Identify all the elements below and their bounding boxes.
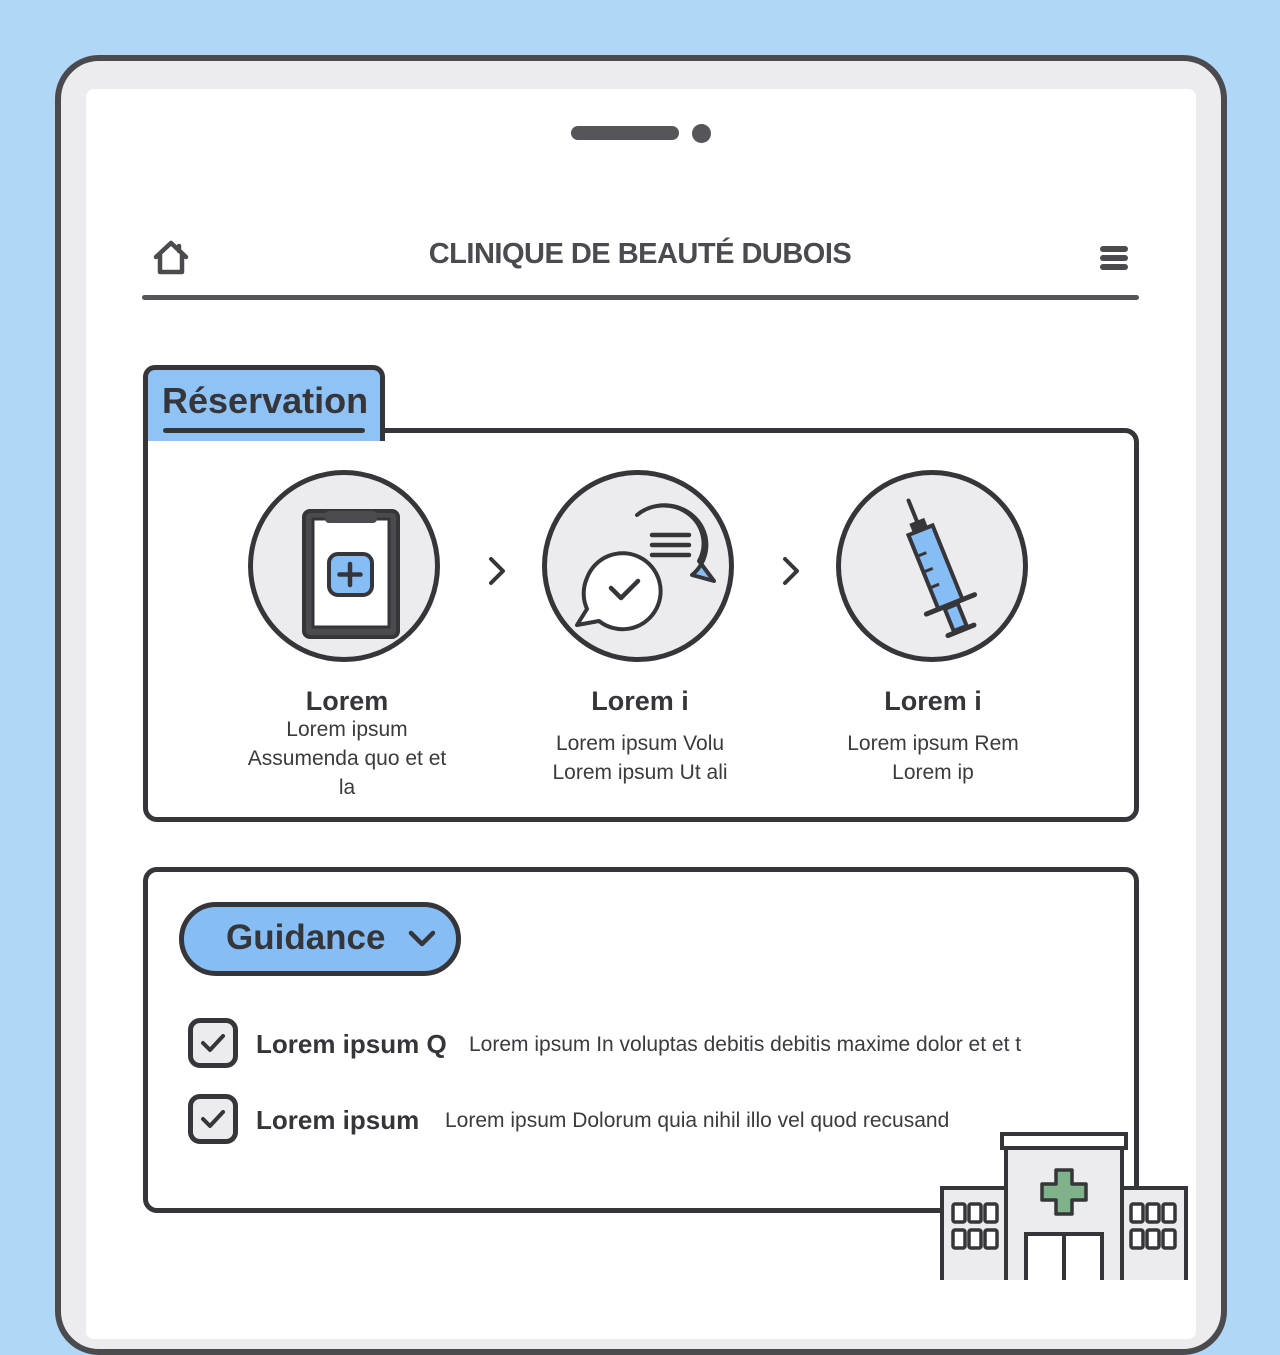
checkmark-icon: [199, 1105, 227, 1133]
chevron-right-icon: [485, 554, 509, 588]
page-title: CLINIQUE DE BEAUTÉ DUBOIS: [428, 238, 852, 270]
step-1-circle[interactable]: [248, 470, 440, 662]
step-1-desc-line: Lorem ipsum: [286, 718, 408, 741]
clipboard-medical-icon: [253, 475, 435, 657]
chevron-right-icon: [779, 554, 803, 588]
guidance-item-title: Lorem ipsum Q: [256, 1029, 447, 1059]
home-icon[interactable]: [150, 238, 192, 278]
step-1-desc-line: Assumenda quo et et: [247, 747, 447, 770]
step-2-desc-line: Lorem ipsum Volu: [555, 732, 725, 755]
syringe-icon: [841, 475, 1023, 657]
header-divider: [142, 295, 1139, 300]
step-3-desc-line: Lorem ip: [892, 761, 974, 784]
step-1-title: Lorem: [305, 686, 389, 716]
chevron-down-icon[interactable]: [406, 926, 438, 950]
step-3-title: Lorem i: [884, 686, 982, 716]
step-3-description: [813, 729, 1053, 787]
speaker-slot: [571, 126, 679, 140]
checkmark-icon: [199, 1029, 227, 1057]
step-1-description: [227, 715, 467, 802]
guidance-item-title: Lorem ipsum: [256, 1105, 420, 1135]
guidance-checkbox-2[interactable]: [188, 1094, 238, 1144]
step-2-title: Lorem i: [591, 686, 689, 716]
step-2-desc-line: Lorem ipsum Ut ali: [552, 761, 728, 784]
reservation-tab-label: Réservation: [162, 380, 369, 421]
reservation-tab-underline: [163, 428, 365, 433]
step-2-description: [520, 729, 760, 787]
guidance-label: Guidance: [226, 918, 386, 957]
hamburger-menu-icon[interactable]: [1096, 242, 1132, 274]
step-3-circle[interactable]: [836, 470, 1028, 662]
step-1-desc-line: la: [338, 776, 356, 799]
guidance-checkbox-1[interactable]: [188, 1018, 238, 1068]
hospital-building-icon: [938, 1130, 1190, 1280]
chat-bubbles-icon: [547, 475, 729, 657]
step-3-desc-line: Lorem ipsum Rem: [847, 732, 1019, 755]
step-2-circle[interactable]: [542, 470, 734, 662]
guidance-item-text: Lorem ipsum Dolorum quia nihil illo vel quod recusand: [445, 1109, 950, 1132]
camera-dot: [692, 124, 711, 143]
guidance-item-text: Lorem ipsum In voluptas debitis debitis maxime dolor et et t: [469, 1033, 1022, 1056]
